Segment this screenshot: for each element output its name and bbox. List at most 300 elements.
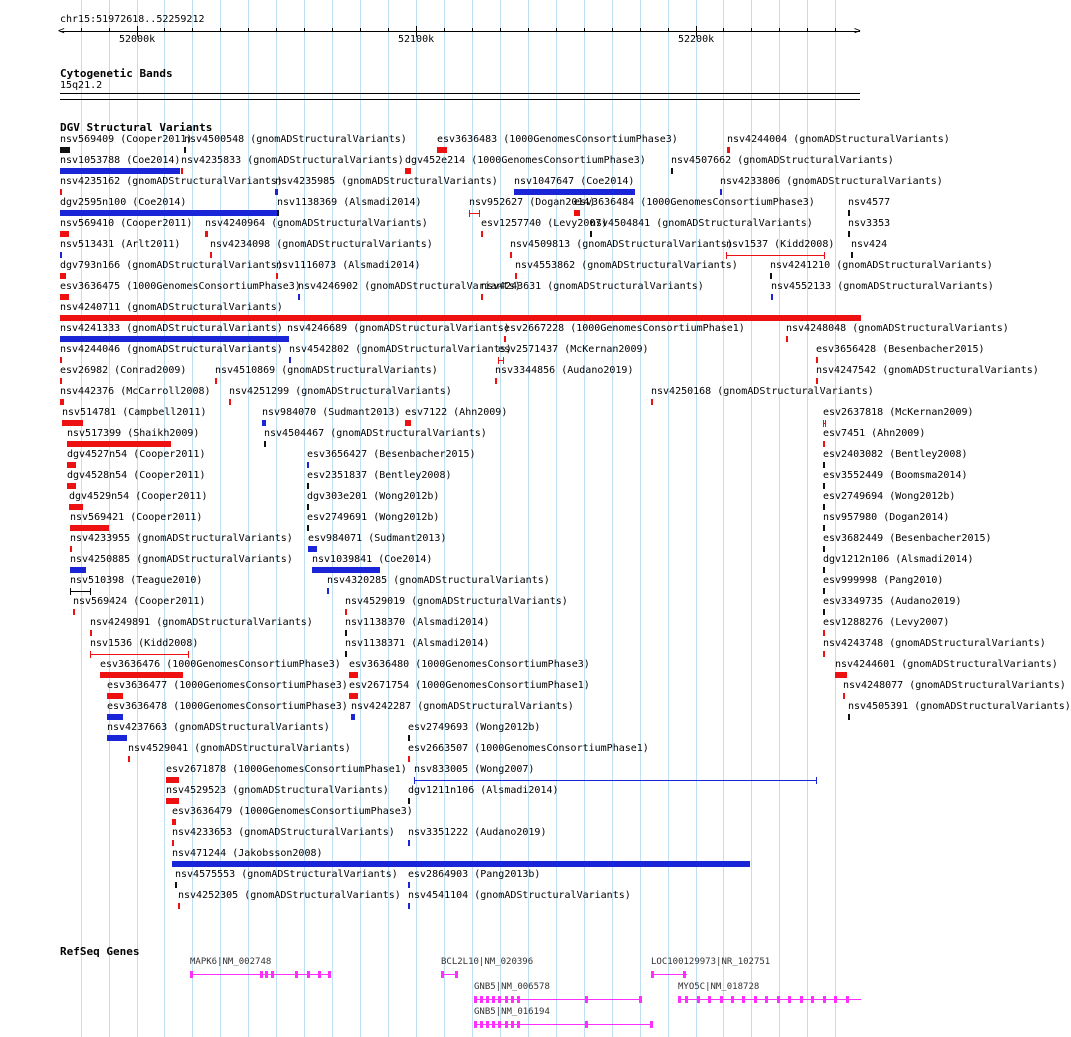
variant-bar[interactable] bbox=[481, 231, 483, 237]
variant-label[interactable]: nsv513431 (Arlt2011) bbox=[60, 239, 181, 250]
variant-label[interactable]: nsv4529041 (gnomADStructuralVariants) bbox=[128, 743, 351, 754]
variant-bar[interactable] bbox=[175, 882, 177, 888]
variant-bar[interactable] bbox=[60, 231, 69, 237]
variant-label[interactable]: nsv4577 bbox=[848, 197, 891, 208]
variant-bar[interactable] bbox=[307, 483, 309, 489]
variant-bar[interactable] bbox=[178, 903, 180, 909]
ruler-minor-tick bbox=[835, 28, 836, 32]
variant-label[interactable]: nsv4233806 (gnomADStructuralVariants) bbox=[720, 176, 943, 187]
variant-label[interactable]: nsv833005 (Wong2007) bbox=[414, 764, 535, 775]
variant-bar[interactable] bbox=[107, 735, 127, 741]
variant-label[interactable]: nsv4510869 (gnomADStructuralVariants) bbox=[215, 365, 438, 376]
variant-label[interactable]: nsv4249891 (gnomADStructuralVariants) bbox=[90, 617, 313, 628]
variant-bar[interactable] bbox=[298, 294, 300, 300]
variant-label[interactable]: nsv1053788 (Coe2014) bbox=[60, 155, 181, 166]
gene-intron-line[interactable] bbox=[474, 1024, 652, 1025]
variant-bar[interactable] bbox=[60, 378, 62, 384]
variant-bar[interactable] bbox=[172, 819, 176, 825]
variant-bar[interactable] bbox=[408, 840, 410, 846]
variant-label[interactable]: nsv4235833 (gnomADStructuralVariants) bbox=[181, 155, 404, 166]
ruler-minor-tick bbox=[472, 28, 473, 32]
variant-bar[interactable] bbox=[308, 546, 317, 552]
variant-label[interactable]: nsv4252305 (gnomADStructuralVariants) bbox=[178, 890, 401, 901]
gene-exon bbox=[754, 996, 757, 1003]
variant-bar[interactable] bbox=[495, 378, 497, 384]
variant-label[interactable]: esv3636477 (1000GenomesConsortiumPhase3) bbox=[107, 680, 348, 691]
variant-bar[interactable] bbox=[60, 336, 287, 342]
gene-exon bbox=[777, 996, 780, 1003]
variant-bar[interactable] bbox=[514, 189, 635, 195]
ruler-minor-tick bbox=[388, 28, 389, 32]
gene-exon bbox=[697, 996, 700, 1003]
variant-label[interactable]: esv2637818 (McKernan2009) bbox=[823, 407, 974, 418]
gene-exon bbox=[511, 996, 514, 1003]
gene-label[interactable]: MAPK6|NM_002748 bbox=[190, 957, 272, 967]
variant-label[interactable]: nsv4248048 (gnomADStructuralVariants) bbox=[786, 323, 1009, 334]
variant-bar[interactable] bbox=[408, 756, 410, 762]
ruler-tick-label: 52200k bbox=[678, 34, 715, 45]
variant-bar[interactable] bbox=[823, 567, 825, 573]
gene-exon bbox=[651, 971, 654, 978]
ruler-minor-tick bbox=[807, 28, 808, 32]
variant-label[interactable]: esv1257740 (Levy2007) bbox=[481, 218, 608, 229]
ruler-minor-tick bbox=[668, 28, 669, 32]
variant-bar[interactable] bbox=[172, 861, 750, 867]
variant-label[interactable]: nsv4553862 (gnomADStructuralVariants) bbox=[515, 260, 738, 271]
variant-bar[interactable] bbox=[408, 798, 410, 804]
variant-label[interactable]: esv3636478 (1000GenomesConsortiumPhase3) bbox=[107, 701, 348, 712]
variant-label[interactable]: esv3349735 (Audano2019) bbox=[823, 596, 962, 607]
variant-label[interactable]: nsv4233955 (gnomADStructuralVariants) bbox=[70, 533, 293, 544]
variant-label[interactable]: dgv1211n106 (Alsmadi2014) bbox=[408, 785, 559, 796]
variant-label[interactable]: nsv4244004 (gnomADStructuralVariants) bbox=[727, 134, 950, 145]
variant-bar[interactable] bbox=[851, 252, 853, 258]
variant-bar[interactable] bbox=[786, 336, 788, 342]
variant-bar[interactable] bbox=[67, 441, 171, 447]
variant-bar[interactable] bbox=[823, 525, 825, 531]
gene-exon bbox=[683, 971, 686, 978]
variant-bar[interactable] bbox=[351, 714, 355, 720]
variant-bar[interactable] bbox=[107, 714, 123, 720]
gene-exon bbox=[486, 1021, 489, 1028]
variant-label[interactable]: esv2351837 (Bentley2008) bbox=[307, 470, 452, 481]
variant-label[interactable]: nsv3353 bbox=[848, 218, 891, 229]
variant-bar[interactable] bbox=[823, 546, 825, 552]
ruler-minor-tick bbox=[779, 28, 780, 32]
variant-label[interactable]: nsv1138369 (Alsmadi2014) bbox=[277, 197, 422, 208]
variant-bar[interactable] bbox=[264, 441, 266, 447]
gene-exon bbox=[685, 996, 688, 1003]
variant-label[interactable]: esv2864903 (Pang2013b) bbox=[408, 869, 541, 880]
ruler-minor-tick bbox=[220, 28, 221, 32]
variant-label[interactable]: nsv4529523 (gnomADStructuralVariants) bbox=[166, 785, 389, 796]
variant-label[interactable]: esv2403082 (Bentley2008) bbox=[823, 449, 968, 460]
variant-label[interactable]: esv2671754 (1000GenomesConsortiumPhase1) bbox=[349, 680, 590, 691]
gene-label[interactable]: LOC100129973|NR_102751 bbox=[651, 957, 771, 967]
variant-bar[interactable] bbox=[70, 525, 109, 531]
variant-label[interactable]: nsv442376 (McCarroll2008) bbox=[60, 386, 211, 397]
variant-bar[interactable] bbox=[835, 672, 847, 678]
variant-label[interactable]: esv1288276 (Levy2007) bbox=[823, 617, 950, 628]
variant-bar[interactable] bbox=[289, 357, 291, 363]
gene-exon bbox=[265, 971, 268, 978]
variant-bar[interactable] bbox=[100, 672, 183, 678]
variant-label[interactable]: dgv1212n106 (Alsmadi2014) bbox=[823, 554, 974, 565]
variant-bar[interactable] bbox=[510, 252, 512, 258]
variant-label[interactable]: nsv4233653 (gnomADStructuralVariants) bbox=[172, 827, 395, 838]
variant-label[interactable]: nsv4250168 (gnomADStructuralVariants) bbox=[651, 386, 874, 397]
ruler-minor-tick bbox=[584, 28, 585, 32]
variant-interval-end bbox=[816, 777, 817, 784]
dgv-track-title: DGV Structural Variants bbox=[60, 121, 213, 134]
variant-bar[interactable] bbox=[276, 273, 278, 279]
variant-label[interactable]: nsv4244601 (gnomADStructuralVariants) bbox=[835, 659, 1058, 670]
variant-interval-line[interactable] bbox=[726, 255, 825, 256]
variant-bar[interactable] bbox=[823, 609, 825, 615]
variant-label[interactable]: esv984071 (Sudmant2013) bbox=[308, 533, 447, 544]
variant-label[interactable]: nsv4243631 (gnomADStructuralVariants) bbox=[481, 281, 704, 292]
gene-exon bbox=[492, 996, 495, 1003]
variant-label[interactable]: nsv4575553 (gnomADStructuralVariants) bbox=[175, 869, 398, 880]
variant-interval-end bbox=[479, 210, 480, 217]
variant-bar[interactable] bbox=[574, 210, 580, 216]
variant-label[interactable]: nsv4248077 (gnomADStructuralVariants) bbox=[843, 680, 1066, 691]
variant-bar[interactable] bbox=[504, 336, 506, 342]
variant-bar[interactable] bbox=[60, 147, 70, 153]
ruler-minor-tick bbox=[751, 28, 752, 32]
ruler-minor-tick bbox=[360, 28, 361, 32]
variant-label[interactable]: dgv452e214 (1000GenomesConsortiumPhase3) bbox=[405, 155, 646, 166]
variant-bar[interactable] bbox=[437, 147, 447, 153]
variant-bar[interactable] bbox=[349, 693, 358, 699]
variant-bar[interactable] bbox=[345, 609, 347, 615]
variant-bar[interactable] bbox=[172, 840, 174, 846]
variant-label[interactable]: nsv4507662 (gnomADStructuralVariants) bbox=[671, 155, 894, 166]
variant-label[interactable]: nsv1536 (Kidd2008) bbox=[90, 638, 199, 649]
variant-label[interactable]: nsv4250885 (gnomADStructuralVariants) bbox=[70, 554, 293, 565]
variant-bar[interactable] bbox=[727, 147, 730, 153]
variant-label[interactable]: nsv510398 (Teague2010) bbox=[70, 575, 203, 586]
gene-intron-line[interactable] bbox=[190, 974, 330, 975]
gene-exon bbox=[800, 996, 803, 1003]
variant-bar[interactable] bbox=[307, 462, 309, 468]
variant-label[interactable]: nsv471244 (Jakobsson2008) bbox=[172, 848, 323, 859]
ruler-tick-label: 52100k bbox=[398, 34, 435, 45]
variant-bar[interactable] bbox=[67, 483, 76, 489]
variant-bar[interactable] bbox=[408, 903, 410, 909]
variant-label[interactable]: nsv4244046 (gnomADStructuralVariants) bbox=[60, 344, 283, 355]
variant-label[interactable]: nsv4320285 (gnomADStructuralVariants) bbox=[327, 575, 550, 586]
variant-label[interactable]: esv3636484 (1000GenomesConsortiumPhase3) bbox=[574, 197, 815, 208]
variant-interval-end bbox=[726, 252, 727, 259]
variant-label[interactable]: nsv4505391 (gnomADStructuralVariants) bbox=[848, 701, 1071, 712]
variant-label[interactable]: nsv569424 (Cooper2011) bbox=[73, 596, 206, 607]
variant-bar[interactable] bbox=[166, 777, 179, 783]
variant-label[interactable]: esv26982 (Conrad2009) bbox=[60, 365, 187, 376]
variant-bar[interactable] bbox=[848, 210, 850, 216]
variant-label[interactable]: nsv4529019 (gnomADStructuralVariants) bbox=[345, 596, 568, 607]
variant-bar[interactable] bbox=[823, 462, 825, 468]
gene-exon bbox=[650, 1021, 653, 1028]
ruler-minor-tick bbox=[612, 28, 613, 32]
variant-label[interactable]: nsv4241210 (gnomADStructuralVariants) bbox=[770, 260, 993, 271]
gene-exon bbox=[498, 1021, 501, 1028]
variant-bar[interactable] bbox=[60, 399, 64, 405]
gene-exon bbox=[517, 996, 520, 1003]
ruler-tick-label: 52000k bbox=[119, 34, 156, 45]
variant-bar[interactable] bbox=[67, 462, 76, 468]
variant-label[interactable]: nsv4241333 (gnomADStructuralVariants) bbox=[60, 323, 283, 334]
ruler-minor-tick bbox=[81, 28, 82, 32]
variant-label[interactable]: nsv4247542 (gnomADStructuralVariants) bbox=[816, 365, 1039, 376]
variant-bar[interactable] bbox=[60, 210, 277, 216]
gene-exon bbox=[708, 996, 711, 1003]
variant-label[interactable]: esv3656427 (Besenbacher2015) bbox=[307, 449, 476, 460]
variant-interval-line[interactable] bbox=[414, 780, 817, 781]
variant-label[interactable]: nsv952627 (Dogan2014) bbox=[469, 197, 596, 208]
variant-interval-end bbox=[824, 252, 825, 259]
variant-bar[interactable] bbox=[307, 525, 309, 531]
variant-label[interactable]: nsv4240964 (gnomADStructuralVariants) bbox=[205, 218, 428, 229]
variant-label[interactable]: nsv4243748 (gnomADStructuralVariants) bbox=[823, 638, 1046, 649]
variant-bar[interactable] bbox=[651, 399, 653, 405]
gene-exon bbox=[328, 971, 331, 978]
gene-exon bbox=[455, 971, 458, 978]
variant-label[interactable]: esv3636480 (1000GenomesConsortiumPhase3) bbox=[349, 659, 590, 670]
variant-bar[interactable] bbox=[60, 189, 62, 195]
variant-bar[interactable] bbox=[405, 168, 411, 174]
gene-exon bbox=[505, 996, 508, 1003]
variant-label[interactable]: nsv4504841 (gnomADStructuralVariants) bbox=[590, 218, 813, 229]
variant-label[interactable]: nsv1138371 (Alsmadi2014) bbox=[345, 638, 490, 649]
gene-label[interactable]: GNB5|NM_006578 bbox=[474, 982, 550, 992]
variant-bar[interactable] bbox=[69, 504, 83, 510]
variant-label[interactable]: nsv517399 (Shaikh2009) bbox=[67, 428, 200, 439]
variant-label[interactable]: dgv4528n54 (Cooper2011) bbox=[67, 470, 206, 481]
variant-bar[interactable] bbox=[720, 189, 722, 195]
variant-label[interactable]: nsv1116073 (Alsmadi2014) bbox=[276, 260, 421, 271]
gene-intron-line[interactable] bbox=[474, 999, 642, 1000]
variant-label[interactable]: nsv1039841 (Coe2014) bbox=[312, 554, 433, 565]
variant-bar[interactable] bbox=[184, 147, 186, 153]
variant-bar[interactable] bbox=[60, 294, 69, 300]
variant-label[interactable]: nsv4235162 (gnomADStructuralVariants) bbox=[60, 176, 283, 187]
variant-label[interactable]: nsv424 bbox=[851, 239, 888, 250]
variant-interval-line[interactable] bbox=[90, 654, 189, 655]
variant-bar[interactable] bbox=[205, 231, 208, 237]
variant-interval-line[interactable] bbox=[70, 591, 91, 592]
variant-bar[interactable] bbox=[770, 273, 772, 279]
variant-label[interactable]: esv2749694 (Wong2012b) bbox=[823, 491, 956, 502]
variant-bar[interactable] bbox=[60, 273, 66, 279]
variant-label[interactable]: nsv4541104 (gnomADStructuralVariants) bbox=[408, 890, 631, 901]
location-label: chr15:51972618..52259212 bbox=[60, 14, 205, 25]
gene-exon bbox=[731, 996, 734, 1003]
variant-label[interactable]: esv999998 (Pang2010) bbox=[823, 575, 944, 586]
variant-label[interactable]: nsv4500548 (gnomADStructuralVariants) bbox=[184, 134, 407, 145]
ruler-minor-tick bbox=[500, 28, 501, 32]
variant-label[interactable]: esv3682449 (Besenbacher2015) bbox=[823, 533, 992, 544]
gene-exon bbox=[295, 971, 298, 978]
variant-label[interactable]: nsv4552133 (gnomADStructuralVariants) bbox=[771, 281, 994, 292]
gene-exon bbox=[480, 996, 483, 1003]
variant-label[interactable]: esv3636483 (1000GenomesConsortiumPhase3) bbox=[437, 134, 678, 145]
variant-label[interactable]: nsv4542802 (gnomADStructuralVariants) bbox=[289, 344, 512, 355]
variant-label[interactable]: esv7451 (Ahn2009) bbox=[823, 428, 926, 439]
variant-bar[interactable] bbox=[405, 420, 411, 426]
variant-bar[interactable] bbox=[408, 735, 410, 741]
variant-bar[interactable] bbox=[345, 651, 347, 657]
variant-label[interactable]: esv3636479 (1000GenomesConsortiumPhase3) bbox=[172, 806, 413, 817]
variant-label[interactable]: nsv1047647 (Coe2014) bbox=[514, 176, 635, 187]
variant-label[interactable]: nsv3351222 (Audano2019) bbox=[408, 827, 547, 838]
ruler-left-arrow-icon: < bbox=[58, 24, 65, 37]
variant-bar[interactable] bbox=[349, 672, 358, 678]
variant-label[interactable]: nsv514781 (Campbell2011) bbox=[62, 407, 207, 418]
variant-label[interactable]: nsv984070 (Sudmant2013) bbox=[262, 407, 401, 418]
variant-bar[interactable] bbox=[327, 588, 329, 594]
gene-intron-line[interactable] bbox=[678, 999, 861, 1000]
variant-bar[interactable] bbox=[671, 168, 673, 174]
variant-interval-end bbox=[90, 588, 91, 595]
gene-label[interactable]: GNB5|NM_016194 bbox=[474, 1007, 550, 1017]
variant-label[interactable]: nsv4240711 (gnomADStructuralVariants) bbox=[60, 302, 283, 313]
variant-label[interactable]: esv7122 (Ahn2009) bbox=[405, 407, 508, 418]
gene-intron-line[interactable] bbox=[441, 974, 457, 975]
variant-bar[interactable] bbox=[312, 567, 380, 573]
variant-bar[interactable] bbox=[590, 231, 592, 237]
grid-line bbox=[668, 0, 669, 1037]
variant-label[interactable]: esv2671878 (1000GenomesConsortiumPhase1) bbox=[166, 764, 407, 775]
variant-label[interactable]: esv2749691 (Wong2012b) bbox=[307, 512, 440, 523]
variant-bar[interactable] bbox=[60, 315, 861, 321]
gene-exon bbox=[585, 996, 588, 1003]
variant-label[interactable]: nsv1537 (Kidd2008) bbox=[726, 239, 835, 250]
variant-bar[interactable] bbox=[823, 588, 825, 594]
variant-bar[interactable] bbox=[843, 693, 845, 699]
variant-label[interactable]: esv2667228 (1000GenomesConsortiumPhase1) bbox=[504, 323, 745, 334]
variant-label[interactable]: nsv957980 (Dogan2014) bbox=[823, 512, 950, 523]
ruler-minor-tick bbox=[164, 28, 165, 32]
gene-intron-line[interactable] bbox=[651, 974, 687, 975]
variant-label[interactable]: dgv4529n54 (Cooper2011) bbox=[69, 491, 208, 502]
variant-bar[interactable] bbox=[823, 630, 825, 636]
variant-bar[interactable] bbox=[181, 168, 183, 174]
gene-exon bbox=[639, 996, 642, 1003]
gene-exon bbox=[823, 996, 826, 1003]
variant-label[interactable]: dgv793n166 (gnomADStructuralVariants) bbox=[60, 260, 283, 271]
variant-bar[interactable] bbox=[229, 399, 231, 405]
ruler-minor-tick bbox=[723, 28, 724, 32]
variant-bar[interactable] bbox=[275, 189, 278, 195]
variant-bar[interactable] bbox=[307, 504, 309, 510]
variant-bar[interactable] bbox=[107, 693, 123, 699]
refseq-track-title: RefSeq Genes bbox=[60, 945, 140, 958]
ruler-minor-tick bbox=[444, 28, 445, 32]
variant-label[interactable]: esv2663507 (1000GenomesConsortiumPhase1) bbox=[408, 743, 649, 754]
variant-label[interactable]: dgv303e201 (Wong2012b) bbox=[307, 491, 440, 502]
variant-label[interactable]: nsv569421 (Cooper2011) bbox=[70, 512, 203, 523]
variant-bar[interactable] bbox=[90, 630, 92, 636]
gene-label[interactable]: BCL2L10|NM_020396 bbox=[441, 957, 534, 967]
variant-label[interactable]: esv2571437 (McKernan2009) bbox=[498, 344, 649, 355]
variant-label[interactable]: nsv4237663 (gnomADStructuralVariants) bbox=[107, 722, 330, 733]
variant-label[interactable]: nsv569409 (Cooper2011) bbox=[60, 134, 193, 145]
variant-bar[interactable] bbox=[62, 420, 83, 426]
variant-bar[interactable] bbox=[60, 252, 62, 258]
variant-label[interactable]: nsv1138370 (Alsmadi2014) bbox=[345, 617, 490, 628]
gene-exon bbox=[318, 971, 321, 978]
variant-label[interactable]: esv2749693 (Wong2012b) bbox=[408, 722, 541, 733]
variant-label[interactable]: nsv4504467 (gnomADStructuralVariants) bbox=[264, 428, 487, 439]
variant-label[interactable]: dgv2595n100 (Coe2014) bbox=[60, 197, 187, 208]
variant-interval-end bbox=[498, 357, 499, 364]
variant-label[interactable]: dgv4527n54 (Cooper2011) bbox=[67, 449, 206, 460]
variant-bar[interactable] bbox=[408, 882, 410, 888]
variant-label[interactable]: nsv4509813 (gnomADStructuralVariants) bbox=[510, 239, 733, 250]
variant-bar[interactable] bbox=[848, 231, 850, 237]
variant-bar[interactable] bbox=[277, 210, 279, 216]
variant-bar[interactable] bbox=[515, 273, 517, 279]
variant-bar[interactable] bbox=[345, 630, 347, 636]
variant-bar[interactable] bbox=[70, 546, 72, 552]
variant-bar[interactable] bbox=[128, 756, 130, 762]
variant-label[interactable]: nsv569410 (Cooper2011) bbox=[60, 218, 193, 229]
ruler-minor-tick bbox=[556, 28, 557, 32]
variant-bar[interactable] bbox=[771, 294, 773, 300]
gene-label[interactable]: MYO5C|NM_018728 bbox=[678, 982, 760, 992]
variant-interval-end bbox=[503, 357, 504, 364]
ruler-minor-tick bbox=[640, 28, 641, 32]
variant-label[interactable]: esv3552449 (Boomsma2014) bbox=[823, 470, 968, 481]
variant-bar[interactable] bbox=[262, 420, 266, 426]
variant-bar[interactable] bbox=[287, 336, 289, 342]
variant-bar[interactable] bbox=[166, 798, 179, 804]
variant-interval-end bbox=[70, 588, 71, 595]
variant-label[interactable]: nsv4234098 (gnomADStructuralVariants) bbox=[210, 239, 433, 250]
gene-exon bbox=[307, 971, 310, 978]
variant-label[interactable]: nsv4251299 (gnomADStructuralVariants) bbox=[229, 386, 452, 397]
variant-bar[interactable] bbox=[210, 252, 212, 258]
variant-bar[interactable] bbox=[60, 168, 180, 174]
gene-exon bbox=[480, 1021, 483, 1028]
variant-bar[interactable] bbox=[816, 378, 818, 384]
variant-label[interactable]: esv3636475 (1000GenomesConsortiumPhase3) bbox=[60, 281, 301, 292]
ruler-minor-tick bbox=[192, 28, 193, 32]
gene-exon bbox=[742, 996, 745, 1003]
variant-label[interactable]: nsv4246689 (gnomADStructuralVariants) bbox=[287, 323, 510, 334]
variant-bar[interactable] bbox=[823, 483, 825, 489]
variant-bar[interactable] bbox=[481, 294, 483, 300]
variant-bar[interactable] bbox=[823, 441, 825, 447]
variant-label[interactable]: nsv4235985 (gnomADStructuralVariants) bbox=[275, 176, 498, 187]
ruler-minor-tick bbox=[528, 28, 529, 32]
variant-bar[interactable] bbox=[70, 567, 86, 573]
variant-bar[interactable] bbox=[848, 714, 850, 720]
variant-bar[interactable] bbox=[215, 378, 217, 384]
variant-bar[interactable] bbox=[73, 609, 75, 615]
variant-label[interactable]: nsv4242287 (gnomADStructuralVariants) bbox=[351, 701, 574, 712]
variant-bar[interactable] bbox=[816, 357, 818, 363]
variant-bar[interactable] bbox=[60, 357, 62, 363]
variant-bar[interactable] bbox=[823, 504, 825, 510]
gene-exon bbox=[720, 996, 723, 1003]
variant-label[interactable]: nsv4246902 (gnomADStructuralVariants) bbox=[298, 281, 521, 292]
variant-label[interactable]: esv3636476 (1000GenomesConsortiumPhase3) bbox=[100, 659, 341, 670]
variant-label[interactable]: esv3656428 (Besenbacher2015) bbox=[816, 344, 985, 355]
variant-label[interactable]: nsv3344856 (Audano2019) bbox=[495, 365, 634, 376]
variant-bar[interactable] bbox=[823, 651, 825, 657]
